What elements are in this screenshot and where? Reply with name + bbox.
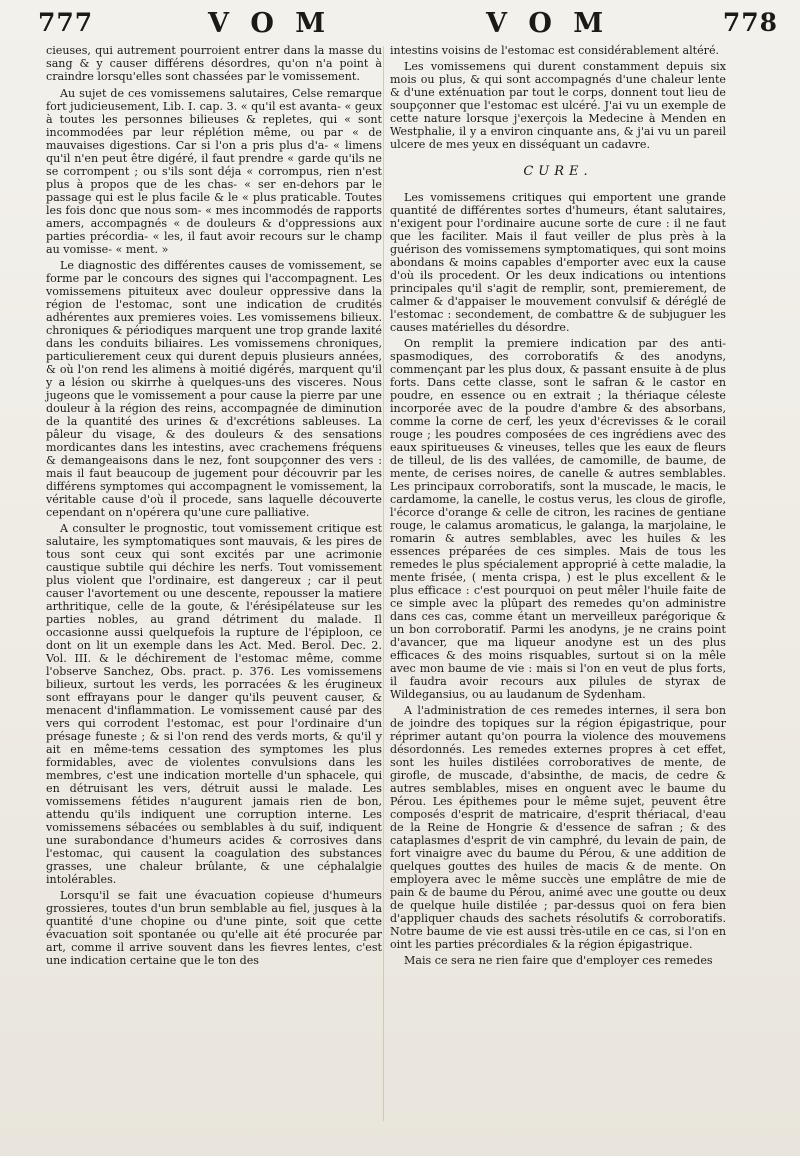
paragraph-topical-remedies: A l'administration de ces remedes internes, il sera bon de joindre des topiques sur la région épigastrique, pour réprimer autant qu'on pourra la violence des mouvemens désordonnés. Les remedes externes propres à cet effet, sont les huiles distilées corroboratives de mente, de girofle, de muscade, d'absinthe, de macis, de cedre & autres semblables, mises en onguent avec le baume du Pérou. Les épithemes pour le même sujet, peuvent être composés d'esprit de matricaire, d'esprit thériacal, d'eau de la Reine de Hongrie & d'essence de safran ; & des cataplasmes d'esprit de vin camphré, du levain de pain, de fort vinaigre avec du baume du Pérou, & une addition de quelques gouttes des huiles de macis & de mente. On employera avec le même succès une emplâtre de mie de pain & de baume du Pérou, animé avec une goutte ou deux de quelque huile distilée ; par-dessus quoi on fera bien d'appliquer chauds des sachets résolutifs & corroboratifs. Notre baume de vie est aussi très-utile en ce cas, si l'on en oint les parties précordiales & la région épigastrique.: [390, 704, 726, 951]
left-column: [46, 44, 382, 970]
paragraph-prognostic: A consulter le prognostic, tout vomissement critique est salutaire, les symptomatiques sont mauvais, & les pires de tous sont ceux qui sont excités par une acrimonie caustique subtile qui déchire les nerfs. Tout vomissement plus violent que l'ordinaire, est dangereux ; car il peut causer l'avortement ou une descente, repousser la matiere arthritique, celle de la goute, & l'érésipélateuse sur les parties nobles, au grand détriment du malade. Il occasionne aussi quelquefois la rupture de l'épiploon, ce dont on lit un exemple dans les Act. Med. Berol. Dec. 2. Vol. III. & le déchirement de l'estomac même, comme l'observe Sanchez, Obs. pract. p. 376. Les vomissemens bilieux, surtout les verds, les porracées & les érugineux sont effrayans pour le danger qu'ils peuvent causer, & menacent d'inflammation. Le vomissement causé par des vers qui corrodent l'estomac, est pour l'ordinaire d'un présage funeste ; & si l'on rend des verds morts, & qu'il y ait en même-tems cessation des symptomes les plus formidables, avec de violentes convulsions dans les membres, c'est une indication mortelle d'un sphacele, qui en détruisant les vers, détruit aussi le malade. Les vomissemens fétides n'augurent jamais rien de bon, attendu qu'ils indiquent une corruption interne. Les vomissemens sébacées ou semblables à du suif, indiquent une surabondance d'humeurs acides & corrosives dans l'estomac, qui causent la coagulation des substances grasses, une chaleur brûlante, & une céphalalgie intolérables.: [46, 522, 382, 886]
section-title: CURE.: [523, 164, 593, 179]
running-header: [0, 8, 800, 48]
left-page-number: 777: [38, 8, 94, 37]
right-column: [390, 44, 726, 970]
paragraph-first-indication: On remplit la premiere indication par des anti-spasmodiques, des corroboratifs & des anodyns, commençant par les plus doux, & passant ensuite à de plus forts. Dans cette classe, sont le safran & le castor en poudre, en essence ou en extrait ; la thériaque céleste incorporée avec de la poudre d'ambre & des absorbans, comme la corne de cerf, les yeux d'écrevisses & le corail rouge ; les poudres composées de ces ingrédiens avec des eaux spiritueuses & vineuses, telles que les eaux de fleurs de tilleul, de lis des vallées, de camomille, de baume, de mente, de cerises noires, de canelle & autres semblables. Les principaux corroboratifs, sont la muscade, le macis, le cardamome, la canelle, le costus verus, les clous de girofle, l'écorce d'orange & celle de citron, les racines de gentiane rouge, le calamus aromaticus, le galanga, la marjolaine, le romarin & autres semblables, avec les huiles & les essences préparées de ces simples. Mais de tous les remedes le plus spécialement approprié à cette maladie, la mente frisée, ( menta crispa, ) est le plus excellent & le plus efficace : c'est pourquoi on peut mêler l'huile faite de ce simple avec la plûpart des remedes qu'on administre dans ces cas, comme étant un merveilleux parégorique & un bon corroboratif. Parmi les anodyns, je ne crains point d'avancer, que ma liqueur anodyne est un des plus efficaces & des moins risquables, surtout si on la mêle avec mon baume de vie : mais si l'on en veut de plus forts, il faudra avoir recours aux pilules de styrax de Wildegansius, ou au laudanum de Sydenham.: [390, 337, 726, 701]
paragraph-celse-quote: Au sujet de ces vomissemens salutaires, Celse remarque fort judicieusement, Lib. I. cap. 3. « qu'il est avanta- « geux à toutes les personnes bilieuses & repletes, qui « sont incommodées par leur réplétion même, ou par « de mauvaises digestions. Car si l'on a pris plus d'a- « limens qu'il n'en peut être digéré, il faut prendre « garde qu'ils ne se corrompent ; ou s'ils sont déja « corrompus, rien n'est plus à propos que de les chas- « ser en-dehors par le passage qui est le plus facile & le « plus praticable. Toutes les fois donc que nous som- « mes incommodés de rapports amers, accompagnés « de douleurs & d'oppressions aux parties précordia- « les, il faut avoir recours sur le champ au vomisse- « ment. »: [46, 87, 382, 256]
right-headword: V O M: [486, 8, 610, 39]
paragraph-evacuation: Lorsqu'il se fait une évacuation copieuse d'humeurs grossieres, toutes d'un brun semblable au fiel, jusques à la quantité d'une chopine ou d'une pinte, soit que cette évacuation soit spontanée ou qu'elle ait été procurée par art, comme il arrive souvent dans les fievres lentes, c'est une indication certaine que le ton des: [46, 889, 382, 967]
paragraph-continued: cieuses, qui autrement pourroient entrer dans la masse du sang & y causer différens désordres, qu'on n'a point à craindre lorsqu'elles sont chassées par le vomissement.: [46, 44, 382, 83]
left-headword: V O M: [208, 8, 332, 39]
paragraph-final-line: Mais ce sera ne rien faire que d'employer ces remedes: [404, 954, 713, 967]
paragraph-ulcer: Les vomissemens qui durent constamment depuis six mois ou plus, & qui sont accompagnés d'une chaleur lente & d'une exténuation par tout le corps, donnent tout lieu de soupçonner que l'estomac est ulcéré. J'ai vu un exemple de cette nature lorsque j'exerçois la Medecine à Menden en Westphalie, il y a environ cinquante ans, & j'ai vu un pareil ulcere de mes yeux en disséquant un cadavre.: [390, 60, 726, 151]
column-divider: [383, 46, 384, 1121]
paragraph-continued: intestins voisins de l'estomac est considérablement altéré.: [390, 44, 720, 57]
right-page-number: 778: [722, 8, 778, 37]
paragraph-critical-vomiting: Les vomissemens critiques qui emportent une grande quantité de différentes sortes d'humeurs, étant salutaires, n'exigent pour l'ordinaire aucune sorte de cure : il ne faut que les faciliter. Mais il faut veiller de plus près à la guérison des vomissemens symptomatiques, qui sont moins abondans & moins capables d'emporter avec eux la cause d'où ils procedent. Or les deux indications ou intentions principales qu'il s'agit de remplir, sont, premierement, de calmer & d'appaiser le mouvement convulsif & déréglé de l'estomac : secondement, de combattre & de subjuguer les causes matérielles du désordre.: [390, 191, 726, 334]
paragraph-diagnostic: Le diagnostic des différentes causes de vomissement, se forme par le concours des signes qui l'accompagnent. Les vomissemens pituiteux avec douleur oppressive dans la région de l'estomac, sont une indication de crudités adhérentes aux premieres voies. Les vomissemens bilieux. chroniques & périodiques marquent une trop grande laxité dans les conduits biliaires. Les vomissemens chroniques, particulierement ceux qui durent depuis plusieurs années, & où l'on rend les alimens à moitié digérés, marquent qu'il y a lésion ou skirrhe à quelques-uns des visceres. Nous jugeons que le vomissement a pour cause la pierre par une douleur à la région des reins, accompagnée de diminution de la quantité des urines & d'excrétions sableuses. La pâleur du visage, & des douleurs & des sensations mordicantes dans les intestins, avec crachemens fréquens & demangeaisons dans le nez, font soupçonner des vers : mais il faut beaucoup de jugement pour découvrir par les différens symptomes qui accompagnent le vomissement, la véritable cause d'où il procede, sans laquelle découverte cependant on n'opérera qu'une cure palliative.: [46, 259, 382, 519]
